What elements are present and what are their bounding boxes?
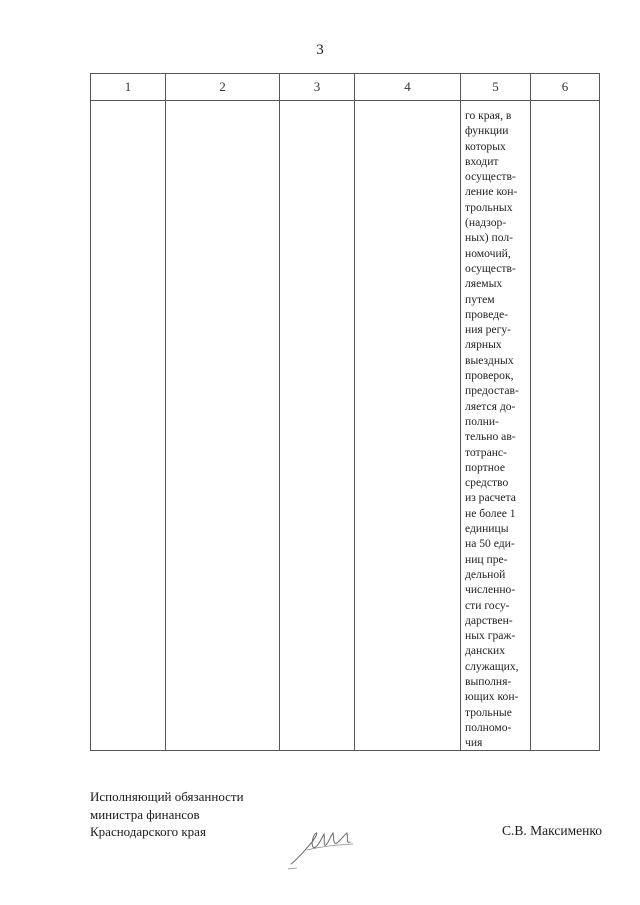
signatory-title-line-2: министра финансов [90,806,200,822]
column-header-4: 4 [355,74,461,101]
table-cell-col-6 [531,101,600,751]
column-header-5: 5 [461,74,531,101]
table-cell-col-3 [280,101,355,751]
page-number: 3 [316,42,324,58]
table-row [91,101,600,751]
table-cell-col-2 [166,101,280,751]
handwritten-signature [285,820,365,870]
signatory-name: С.В. Максименко [502,823,602,838]
table-cell-col-1 [91,101,166,751]
signatory-title-line-1: Исполняющий обязанности [90,789,244,804]
table-header-row [91,74,600,101]
table-cell-col-5 [461,101,531,751]
signatory-title [90,788,244,841]
signatory-title-line-3: Краснодарского края [90,824,206,839]
table-cell-col-4 [355,101,461,751]
column-header-1: 1 [91,74,166,101]
column-header-3: 3 [280,74,355,101]
column-header-2: 2 [166,74,280,101]
column-header-6: 6 [531,74,600,101]
document-table [90,73,600,751]
cell-text-col-5: го края, в функции которых входит осуществ- ление кон- трольных (надзор- ных) пол- номочий, осуществ- ляемых путем проведе- ния регу- лярных выездных проверок, предостав- ляется до- полни- тельно ав- тотранс- портное средство из расчета не более 1 единицы на 50 еди- ниц пре- дельной численно- сти госу- дарствен- ных граж- данских служащих, выполня- ющих кон- трольные полномо- чия [465,109,519,750]
